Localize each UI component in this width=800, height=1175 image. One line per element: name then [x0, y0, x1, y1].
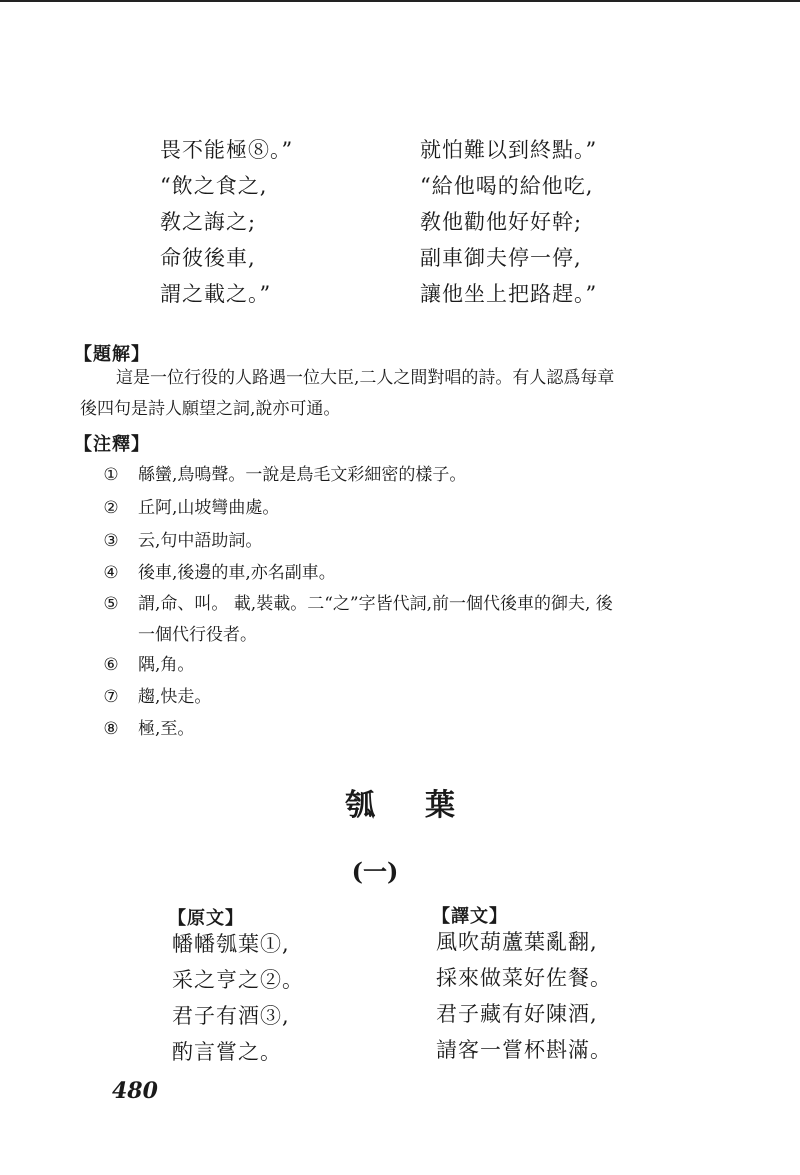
note-number: ⑦: [103, 687, 119, 707]
tijie-paragraph: [80, 363, 670, 425]
tijie-line-2: 後四句是詩人願望之詞,說亦可通。: [80, 399, 341, 419]
original-heading: 【原文】: [168, 908, 244, 929]
tijie-heading: 【題解】: [74, 344, 150, 365]
poem-line: “飲之食之,: [160, 174, 268, 198]
top-original-column: [160, 132, 293, 312]
original-line: 君子有酒③,: [172, 1004, 290, 1028]
note-number: ⑧: [103, 719, 119, 739]
top-translation-column: [420, 132, 597, 312]
page-number: 480: [112, 1078, 158, 1104]
poem-line: 謂之載之。”: [160, 282, 272, 306]
original-line: 幡幡瓠葉①,: [172, 932, 290, 956]
poem-line: 敎之誨之;: [160, 210, 257, 234]
note-text: 丘阿,山坡彎曲處。: [138, 498, 280, 518]
translation-line: 敎他勸他好好幹;: [420, 210, 583, 234]
note-number: ④: [103, 563, 119, 583]
poem-title: 瓠葉: [345, 788, 505, 823]
note-text: 隅,角。: [138, 655, 195, 675]
zhushi-heading: 【注釋】: [74, 434, 150, 455]
original-line: 采之亨之②。: [172, 968, 304, 992]
note-text: 謂,命、叫。 載,裝載。二“之”字皆代詞,前一個代後車的御夫, 後: [138, 594, 613, 614]
note-number: ⑤: [103, 594, 119, 614]
translation-line: 君子藏有好陳酒,: [436, 1002, 598, 1026]
original-line: 酌言嘗之。: [172, 1040, 282, 1064]
translation-line: 風吹葫蘆葉亂翻,: [436, 930, 598, 954]
translation-line: 讓他坐上把路趕。”: [420, 282, 598, 306]
translation-heading: 【譯文】: [432, 906, 508, 927]
note-number: ⑥: [103, 655, 119, 675]
translation-line: 就怕難以到終點。”: [420, 138, 598, 162]
translation-line: 副車御夫停一停,: [420, 246, 582, 270]
poem-line: 命彼後車,: [160, 246, 256, 270]
translation-line: 採來做菜好佐餐。: [436, 966, 612, 990]
translation-line: 請客一嘗杯斟滿。: [436, 1038, 612, 1062]
translation-line: “給他喝的給他吃,: [420, 174, 594, 198]
translation-column: [436, 924, 612, 1068]
tijie-line-1: 這是一位行役的人路遇一位大臣,二人之間對唱的詩。有人認爲每章: [116, 368, 615, 388]
note-text: 緜蠻,鳥鳴聲。一說是鳥毛文彩細密的樣子。: [138, 465, 467, 485]
poem-subtitle: (一): [351, 857, 399, 886]
note-number: ③: [103, 531, 119, 551]
note-text: 極,至。: [138, 719, 195, 739]
note-number: ②: [103, 498, 119, 518]
page-top-rule: [0, 0, 800, 2]
poem-line: 畏不能極⑧。”: [160, 138, 294, 162]
note-text-continuation: 一個代行役者。: [138, 625, 257, 645]
note-number: ①: [103, 465, 119, 485]
note-text: 後車,後邊的車,亦名副車。: [138, 563, 336, 583]
note-text: 云,句中語助詞。: [138, 531, 263, 551]
original-column: [172, 926, 304, 1070]
note-text: 趨,快走。: [138, 687, 212, 707]
